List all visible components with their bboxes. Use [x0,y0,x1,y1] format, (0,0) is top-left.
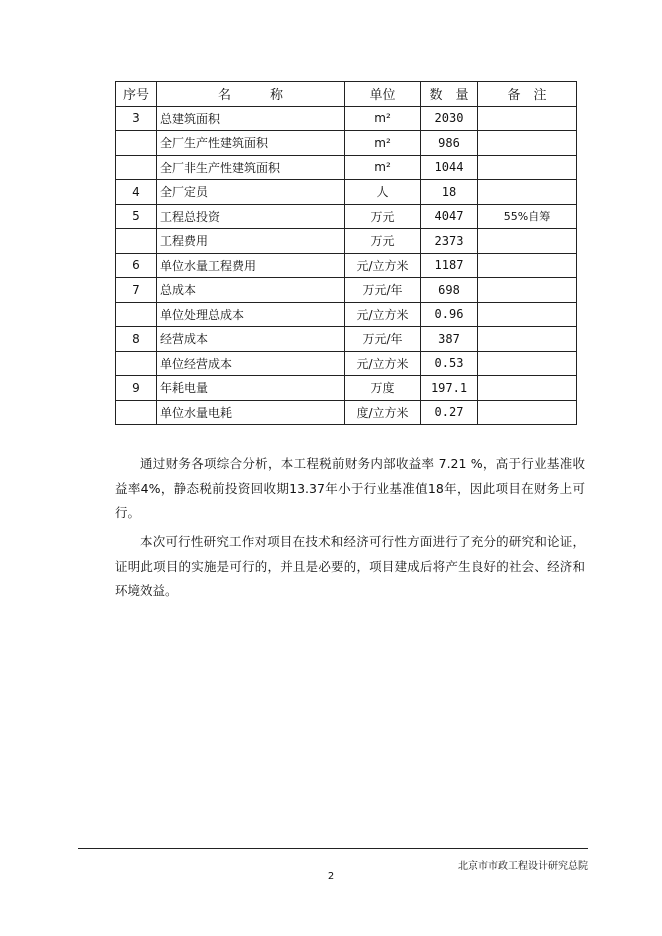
header-no: 序号 [116,82,157,107]
paragraph-financial-analysis: 通过财务各项综合分析，本工程税前财务内部收益率 7.21 %，高于行业基准收益率4%，静态税前投资回收期13.37年小于行业基准值18年，因此项目在财务上可行。 [115,456,585,520]
row-unit: 人 [345,180,421,205]
row-no: 3 [116,106,157,131]
row-qty: 2373 [421,229,478,254]
row-name: 总建筑面积 [157,106,345,131]
row-unit: 万元 [345,229,421,254]
row-note [478,278,577,303]
row-note [478,229,577,254]
row-name: 单位处理总成本 [157,302,345,327]
row-name: 单位水量电耗 [157,400,345,425]
row-qty: 4047 [421,204,478,229]
footer-organization: 北京市市政工程设计研究总院 [458,861,588,872]
row-qty: 0.27 [421,400,478,425]
row-name: 工程总投资 [157,204,345,229]
page-number: 2 [327,871,335,882]
row-note [478,376,577,401]
table-row [116,204,577,229]
row-qty: 986 [421,131,478,156]
row-qty: 698 [421,278,478,303]
row-unit: 度/立方米 [345,400,421,425]
row-no [116,351,157,376]
table-row [116,131,577,156]
row-no: 7 [116,278,157,303]
table-row [116,327,577,352]
table-body [116,106,577,425]
row-no [116,155,157,180]
row-qty: 0.53 [421,351,478,376]
row-no [116,400,157,425]
row-unit: 元/立方米 [345,253,421,278]
row-qty: 18 [421,180,478,205]
footer-divider [78,848,588,849]
row-no: 9 [116,376,157,401]
table-row [116,229,577,254]
row-no [116,131,157,156]
row-unit: 元/立方米 [345,351,421,376]
row-note: 55%自筹 [478,204,577,229]
row-qty: 1187 [421,253,478,278]
row-note [478,253,577,278]
row-name: 全厂定员 [157,180,345,205]
row-unit: m² [345,106,421,131]
row-note [478,400,577,425]
row-qty: 387 [421,327,478,352]
table-row [116,180,577,205]
row-unit: 万元/年 [345,278,421,303]
row-unit: 万元/年 [345,327,421,352]
row-name: 工程费用 [157,229,345,254]
row-name: 单位水量工程费用 [157,253,345,278]
row-qty: 2030 [421,106,478,131]
row-note [478,180,577,205]
row-unit: m² [345,131,421,156]
row-unit: 万度 [345,376,421,401]
row-note [478,302,577,327]
table-row [116,302,577,327]
table-row [116,400,577,425]
paragraph-conclusion: 本次可行性研究工作对项目在技术和经济可行性方面进行了充分的研究和论证，证明此项目的实施是可行的，并且是必要的，项目建成后将产生良好的社会、经济和环境效益。 [115,534,585,598]
row-no [116,302,157,327]
row-no: 8 [116,327,157,352]
header-note: 备 注 [478,82,577,107]
row-no: 6 [116,253,157,278]
summary-table [115,81,577,425]
row-unit: 万元 [345,204,421,229]
row-name: 总成本 [157,278,345,303]
row-note [478,106,577,131]
table-row [116,106,577,131]
row-qty: 1044 [421,155,478,180]
header-qty: 数 量 [421,82,478,107]
row-no: 5 [116,204,157,229]
row-note [478,155,577,180]
table-row [116,351,577,376]
row-note [478,351,577,376]
row-no: 4 [116,180,157,205]
row-name: 单位经营成本 [157,351,345,376]
table-row [116,253,577,278]
table-header-row [116,82,577,107]
row-name: 经营成本 [157,327,345,352]
table-row [116,278,577,303]
row-note [478,131,577,156]
row-unit: 元/立方米 [345,302,421,327]
header-name: 名 称 [157,82,345,107]
row-name: 全厂生产性建筑面积 [157,131,345,156]
table-row [116,376,577,401]
table-row [116,155,577,180]
row-note [478,327,577,352]
row-qty: 0.96 [421,302,478,327]
row-qty: 197.1 [421,376,478,401]
row-name: 年耗电量 [157,376,345,401]
row-unit: m² [345,155,421,180]
row-no [116,229,157,254]
header-unit: 单位 [345,82,421,107]
row-name: 全厂非生产性建筑面积 [157,155,345,180]
